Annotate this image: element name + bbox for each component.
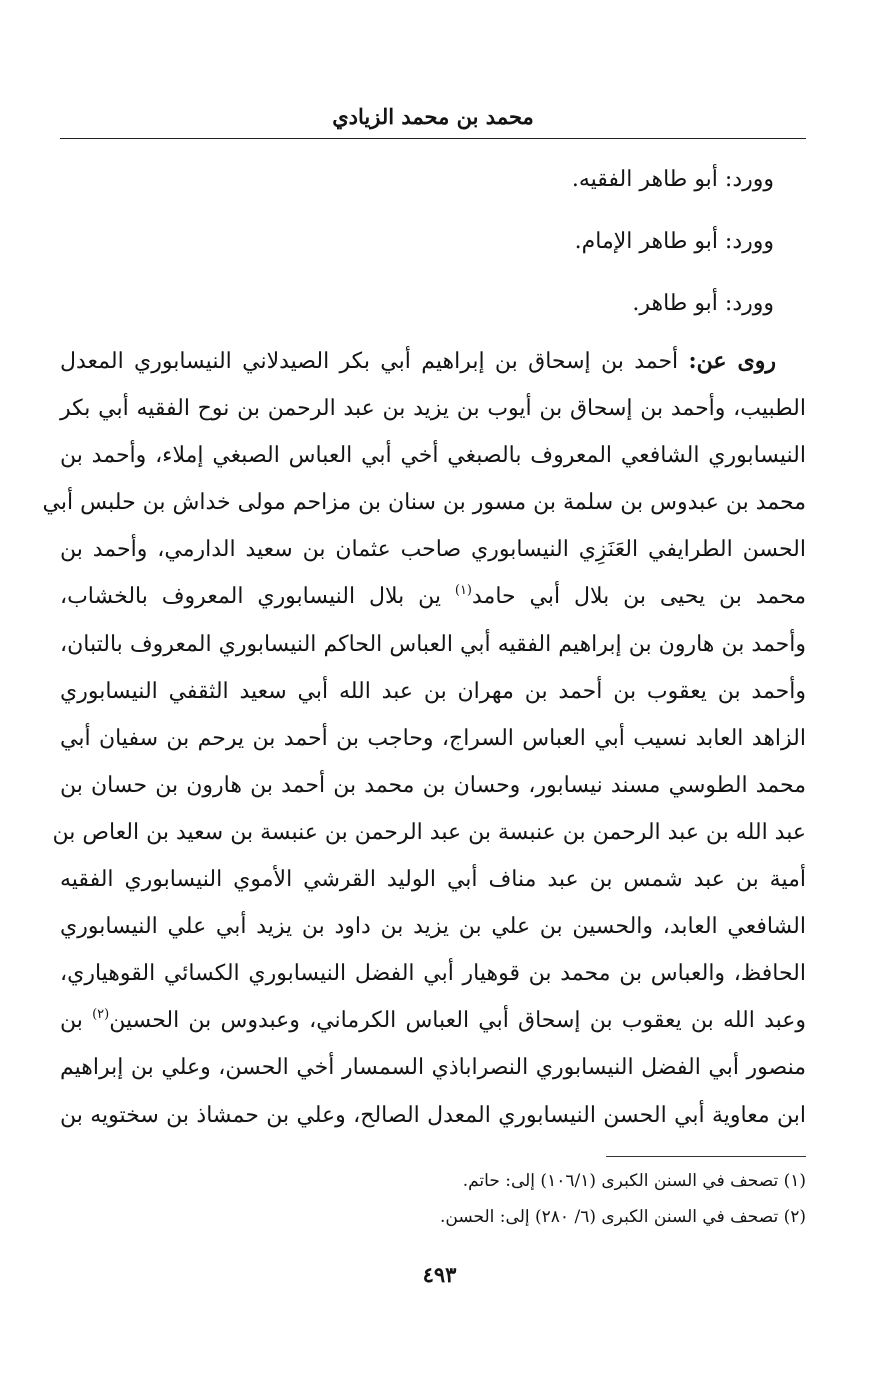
text-line: أمية بن عبد شمس بن عبد مناف أبي الوليد القرشي الأموي النيسابوري الفقيه — [60, 867, 806, 893]
text-line: وأحمد بن هارون بن إبراهيم الفقيه أبي العباس الحاكم النيسابوري المعروف بالتبان، — [60, 631, 806, 657]
line-text: ين بلال النيسابوري المعروف بالخشاب، — [60, 584, 441, 610]
line-text: وعبد الله بن يعقوب بن إسحاق أبي العباس الكرماني، وعبدوس بن الحسين — [109, 1008, 807, 1034]
text-line — [60, 997, 806, 1044]
text-line: النيسابوري الشافعي المعروف بالصبغي أخي أبي العباس الصبغي إملاء، وأحمد بن — [60, 443, 806, 469]
main-text — [42, 152, 807, 1139]
footnote-2: (٢) تصحف في السنن الكبرى (٦/ ٢٨٠) إلى: الحسن. — [440, 1207, 806, 1227]
text-line: الشافعي العابد، والحسين بن علي بن يزيد بن داود بن يزيد أبي علي النيسابوري — [60, 914, 806, 940]
page-number: ٤٩٣ — [422, 1262, 457, 1287]
text-line — [60, 338, 806, 385]
line-text: محمد بن يحيى بن بلال أبي حامد — [472, 584, 807, 610]
text-line — [60, 573, 806, 620]
text-line: الحافظ، والعباس بن محمد بن قوهيار أبي الفضل النيسابوري الكسائي القوهياري، — [60, 961, 806, 987]
footnotes — [60, 1163, 806, 1235]
footnote-rule — [606, 1156, 806, 1157]
line-text: بن — [60, 1008, 83, 1034]
footnote-marker-1: (١) — [454, 583, 472, 599]
text-line: الحسن الطرايفي العَنَزِي النيسابوري صاحب عثمان بن سعيد الدارمي، وأحمد بن — [60, 537, 806, 563]
text-line: الزاهد العابد نسيب أبي العباس السراج، وحاجب بن أحمد بن يرحم بن سفيان أبي — [60, 725, 806, 751]
riwaya-label: روى عن: — [688, 348, 776, 374]
text-line: محمد الطوسي مسند نيسابور، وحسان بن محمد بن أحمد بن هارون بن حسان بن — [60, 772, 806, 798]
text-line: محمد بن عبدوس بن سلمة بن مسور بن سنان بن مزاحم مولى خداش بن حلبس أبي — [42, 490, 806, 516]
text-line: منصور أبي الفضل النيسابوري النصراباذي السمسار أخي الحسن، وعلي بن إبراهيم — [60, 1055, 806, 1081]
text-line: ابن معاوية أبي الحسن النيسابوري المعدل الصالح، وعلي بن حمشاذ بن سختويه بن — [60, 1102, 806, 1128]
wurud-line: وورد: أبو طاهر الإمام. — [574, 229, 774, 254]
footnote-marker-2: (٢) — [92, 1007, 110, 1023]
wurud-line: وورد: أبو طاهر. — [632, 291, 774, 316]
line-text: أحمد بن إسحاق بن إبراهيم أبي بكر الصيدلاني النيسابوري المعدل — [60, 349, 679, 374]
running-header-title: محمد بن محمد الزيادي — [332, 104, 534, 129]
footnote-1: (١) تصحف في السنن الكبرى (١٠٦/١) إلى: حاتم. — [462, 1171, 806, 1191]
wurud-line: وورد: أبو طاهر الفقيه. — [571, 167, 774, 192]
text-line: الطبيب، وأحمد بن إسحاق بن أيوب بن يزيد بن عبد الرحمن بن نوح الفقيه أبي بكر — [60, 396, 806, 422]
header-rule — [60, 138, 806, 139]
text-line: عبد الله بن عبد الرحمن بن عنبسة بن عبد الرحمن بن عنبسة بن سعيد بن العاص بن — [52, 819, 806, 845]
text-line: وأحمد بن يعقوب بن أحمد بن مهران بن عبد الله أبي سعيد الثقفي النيسابوري — [60, 678, 806, 704]
